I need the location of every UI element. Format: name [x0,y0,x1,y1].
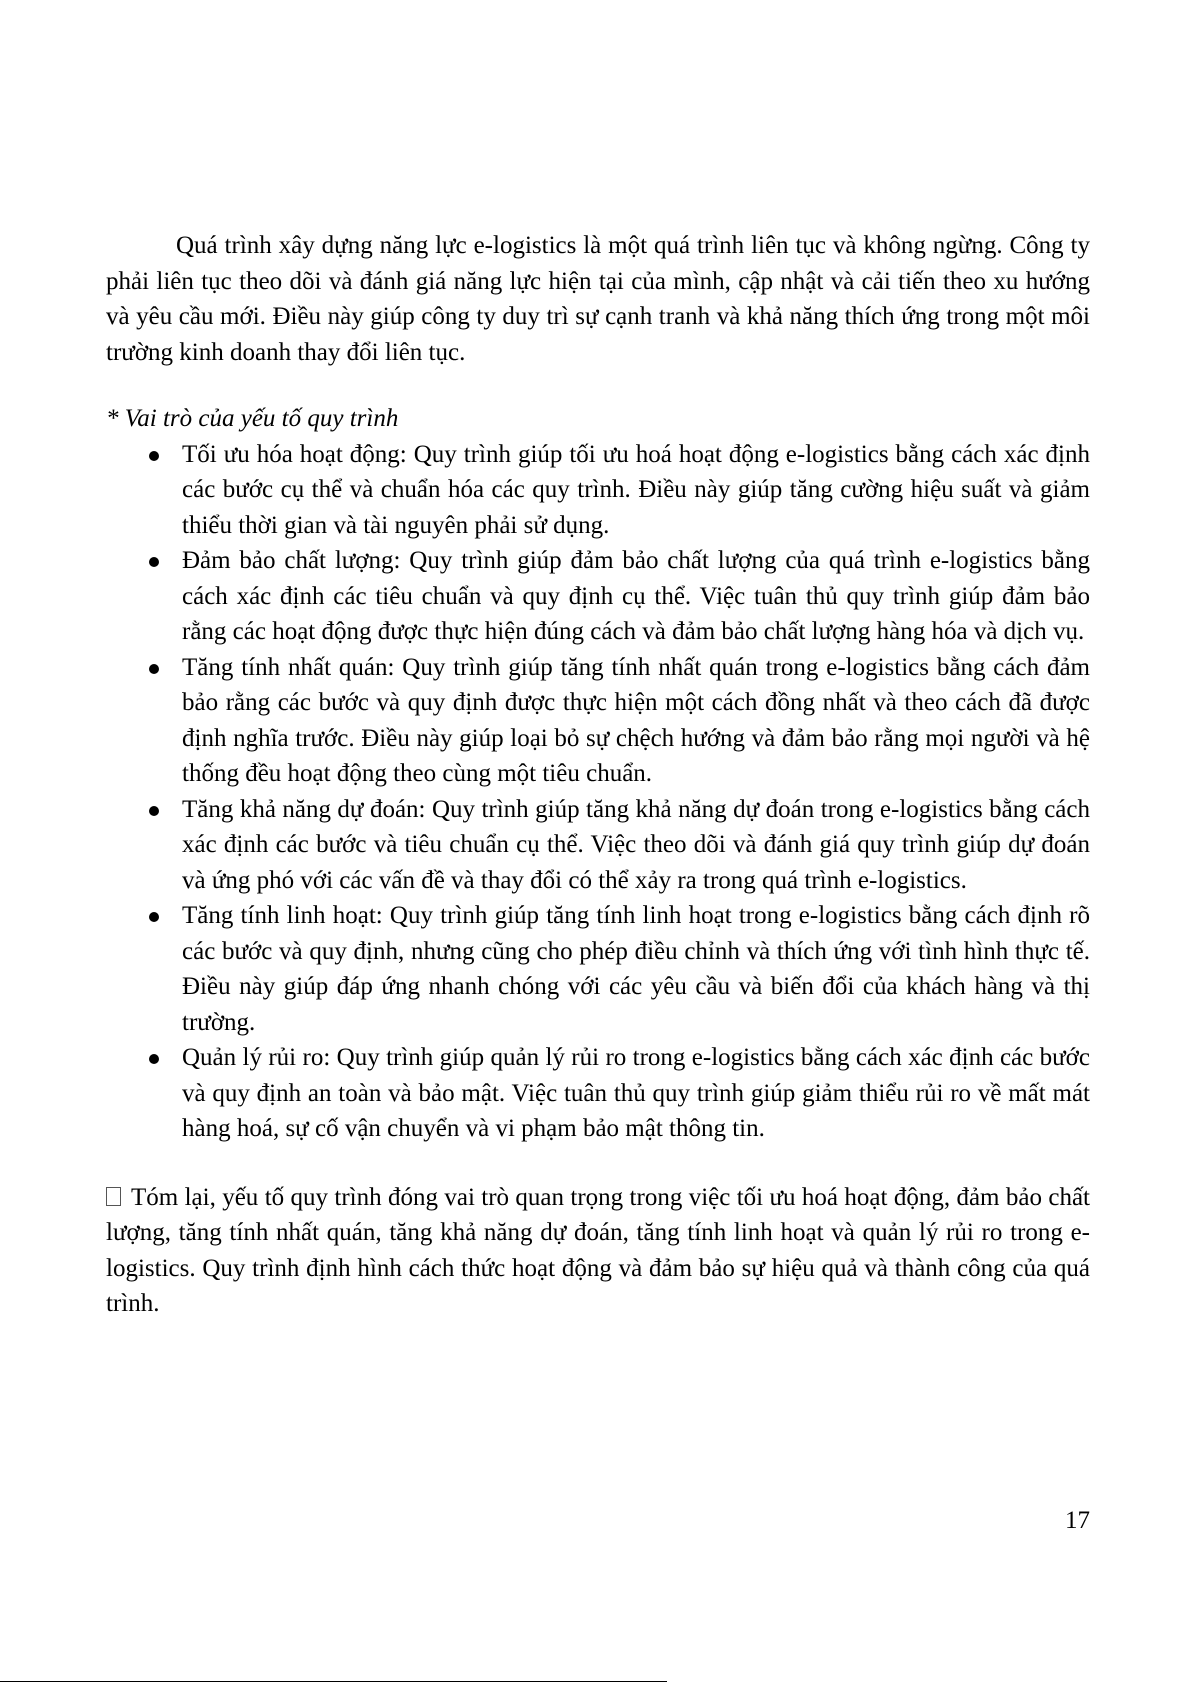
list-item-text: Tăng tính nhất quán: Quy trình giúp tăng tính nhất quán trong e-logistics bằng cách đảm bảo rằng các bước và quy định được thực hiện một cách đồng nhất và theo cách đã được định nghĩa trước. Điều này giúp loại bỏ sự chệch hướng và đảm bảo rằng mọi người và hệ thống đều hoạt động theo cùng một tiêu chuẩn. [182,653,1090,787]
list-item [182,792,1090,899]
list-item [182,898,1090,1040]
list-item-text: Tăng tính linh hoạt: Quy trình giúp tăng tính linh hoạt trong e-logistics bằng cách định rõ các bước và quy định, nhưng cũng cho phép điều chỉnh và thích ứng với tình hình thực tế. Điều này giúp đáp ứng nhanh chóng với các yêu cầu và biến đổi của khách hàng và thị trường. [182,902,1090,1036]
bullet-icon [149,912,159,922]
summary-text: Tóm lại, yếu tố quy trình đóng vai trò quan trọng trong việc tối ưu hoá hoạt động, đảm bảo chất lượng, tăng tính nhất quán, tăng khả năng dự đoán, tăng tính linh hoạt và quản lý rủi ro trong e-logistics. Quy trình định hình cách thức hoạt động và đảm bảo sự hiệu quả và thành công của quá trình. [106,1183,1090,1317]
list-item [182,650,1090,792]
section-title: * Vai trò của yếu tố quy trình [106,405,399,432]
list-item-text: Quản lý rủi ro: Quy trình giúp quản lý rủi ro trong e-logistics bằng cách xác định các bước và quy định an toàn và bảo mật. Việc tuân thủ quy trình giúp giảm thiểu rủi ro về mất mát hàng hoá, sự cố vận chuyển và vi phạm bảo mật thông tin. [182,1044,1090,1142]
process-role-list [106,437,1090,1147]
list-item [182,543,1090,650]
footer-divider [0,1681,667,1682]
list-item-text: Tối ưu hóa hoạt động: Quy trình giúp tối ưu hoá hoạt động e-logistics bằng cách xác định các bước cụ thể và chuẩn hóa các quy trình. Điều này giúp tăng cường hiệu suất và giảm thiểu thời gian và tài nguyên phải sử dụng. [182,440,1090,539]
page-content [106,228,1090,1322]
bullet-icon [149,806,159,816]
list-item [182,437,1090,544]
intro-paragraph: Quá trình xây dựng năng lực e-logistics là một quá trình liên tục và không ngừng. Công ty phải liên tục theo dõi và đánh giá năng lực hiện tại của mình, cập nhật và cải tiến theo xu hướng và yêu cầu mới. Điều này giúp công ty duy trì sự cạnh tranh và khả năng thích ứng trong một môi trường kinh doanh thay đổi liên tục. [106,232,1090,366]
list-item [182,1040,1090,1147]
summary-paragraph [106,1180,1090,1322]
page-number: 17 [1065,1507,1090,1534]
bullet-icon [149,451,159,461]
bullet-icon [149,557,159,567]
bullet-icon [149,664,159,674]
list-item-text: Đảm bảo chất lượng: Quy trình giúp đảm bảo chất lượng của quá trình e-logistics bằng cách xác định các tiêu chuẩn và quy định cụ thể. Việc tuân thủ quy trình giúp đảm bảo rằng các hoạt động được thực hiện đúng cách và đảm bảo chất lượng hàng hóa và dịch vụ. [182,547,1090,645]
bullet-icon [149,1054,159,1064]
list-item-text: Tăng khả năng dự đoán: Quy trình giúp tăng khả năng dự đoán trong e-logistics bằng cách xác định các bước và tiêu chuẩn cụ thể. Việc theo dõi và đánh giá quy trình giúp dự đoán và ứng phó với các vấn đề và thay đổi có thể xảy ra trong quá trình e-logistics. [182,795,1090,894]
arrow-symbol-icon [106,1187,121,1206]
